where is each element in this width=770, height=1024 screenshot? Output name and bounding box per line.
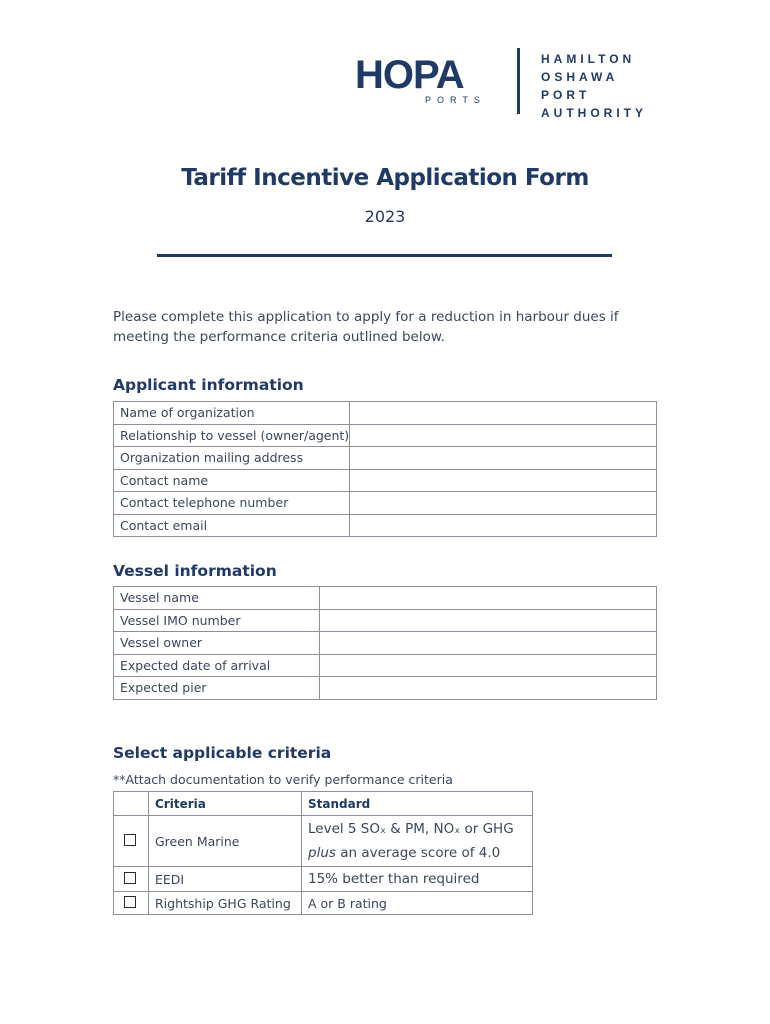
checkbox-header [114, 792, 149, 816]
criteria-label: Green Marine [149, 816, 302, 867]
standard-line [308, 841, 532, 865]
field-label: Vessel name [114, 587, 320, 610]
applicant-heading: Applicant information [113, 376, 304, 394]
form-year: 2023 [364, 207, 406, 226]
applicant-table [113, 401, 657, 537]
logo-divider [517, 48, 520, 114]
criteria-label: EEDI [149, 867, 302, 892]
criteria-table [113, 791, 533, 915]
field-label: Relationship to vessel (owner/agent) [114, 424, 350, 447]
field-label: Contact email [114, 514, 350, 537]
logo-subtext: PORTS [425, 95, 486, 105]
vessel-owner-input[interactable] [320, 632, 657, 655]
contact-telephone-input[interactable] [350, 492, 657, 515]
title-divider [157, 254, 612, 257]
standard-text: 15% better than required [302, 867, 533, 892]
logo-line: AUTHORITY [541, 106, 647, 120]
green-marine-checkbox[interactable] [124, 834, 136, 846]
table-row [114, 469, 657, 492]
table-row [114, 867, 533, 892]
vessel-heading: Vessel information [113, 562, 277, 580]
contact-name-input[interactable] [350, 469, 657, 492]
intro-text: Please complete this application to apply for a reduction in harbour dues if meeting the performance criteria outlined below. [113, 309, 619, 345]
table-row [114, 402, 657, 425]
logo-line: OSHAWA [541, 70, 619, 84]
field-label: Contact name [114, 469, 350, 492]
vessel-name-input[interactable] [320, 587, 657, 610]
field-label: Name of organization [114, 402, 350, 425]
eedi-checkbox[interactable] [124, 872, 136, 884]
standard-line: Level 5 SOₓ & PM, NOₓ or GHG [308, 821, 514, 837]
contact-email-input[interactable] [350, 514, 657, 537]
relationship-input[interactable] [350, 424, 657, 447]
table-row [114, 677, 657, 700]
field-label: Expected date of arrival [114, 654, 320, 677]
hopa-logo [355, 53, 486, 105]
field-label: Organization mailing address [114, 447, 350, 470]
standard-text: A or B rating [302, 892, 533, 915]
table-row [114, 447, 657, 470]
arrival-date-input[interactable] [320, 654, 657, 677]
vessel-imo-input[interactable] [320, 609, 657, 632]
logo-line: HAMILTON [541, 52, 636, 66]
standard-emphasis: plus [308, 845, 336, 861]
field-label: Contact telephone number [114, 492, 350, 515]
criteria-column-header: Criteria [149, 792, 302, 816]
standard-column-header: Standard [302, 792, 533, 816]
field-label: Vessel owner [114, 632, 320, 655]
rightship-checkbox[interactable] [124, 896, 136, 908]
checkbox-cell [114, 867, 149, 892]
table-row [114, 816, 533, 867]
table-row [114, 492, 657, 515]
standard-line-rest: an average score of 4.0 [335, 845, 501, 861]
page-title: Tariff Incentive Application Form [181, 165, 589, 191]
organization-name-input[interactable] [350, 402, 657, 425]
table-row [114, 654, 657, 677]
criteria-heading: Select applicable criteria [113, 744, 332, 762]
logo-line: PORT [541, 88, 591, 102]
expected-pier-input[interactable] [320, 677, 657, 700]
criteria-label: Rightship GHG Rating [149, 892, 302, 915]
field-label: Expected pier [114, 677, 320, 700]
table-row [114, 424, 657, 447]
table-row [114, 587, 657, 610]
logo-authority-name [541, 50, 647, 122]
mailing-address-input[interactable] [350, 447, 657, 470]
checkbox-cell [114, 892, 149, 915]
table-header-row [114, 792, 533, 816]
criteria-note: **Attach documentation to verify performance criteria [113, 772, 453, 787]
field-label: Vessel IMO number [114, 609, 320, 632]
checkbox-cell [114, 816, 149, 867]
vessel-table [113, 586, 657, 700]
table-row [114, 514, 657, 537]
table-row [114, 609, 657, 632]
table-row [114, 632, 657, 655]
table-row [114, 892, 533, 915]
logo-wordmark: HOPA [355, 53, 464, 97]
standard-text [302, 816, 533, 867]
